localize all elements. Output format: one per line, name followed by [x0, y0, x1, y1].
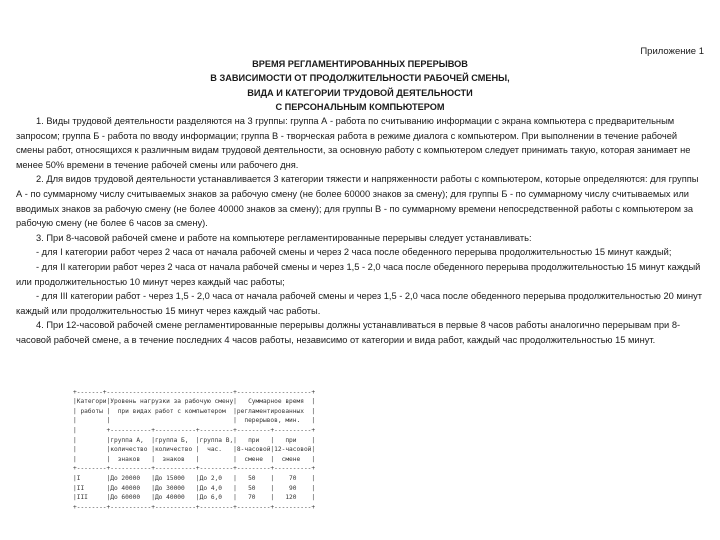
title-line: ВРЕМЯ РЕГЛАМЕНТИРОВАННЫХ ПЕРЕРЫВОВ: [252, 59, 468, 69]
title-line: ВИДА И КАТЕГОРИИ ТРУДОВОЙ ДЕЯТЕЛЬНОСТИ: [247, 87, 473, 98]
table-line: | |количество |количество | час. |8-часовой|12-часовой|: [73, 446, 316, 454]
title-line: С ПЕРСОНАЛЬНЫМ КОМПЬЮТЕРОМ: [275, 102, 445, 113]
paragraph-3: 3. При 8-часовой рабочей смене и работе на компьютере регламентированные перерывы следует устанавливать:: [36, 232, 532, 243]
table-line: | работы | при видах работ с компьютером |регламентированных |: [73, 407, 316, 415]
table-line: | | | перерывов, мин. |: [73, 417, 316, 425]
paragraph-2: 2. Для видов трудовой деятельности устанавливается 3 категории тяжести и напряженности работы с компьютером, которые определяются: для группы А - по суммарному числу считываемых знаков за рабочую смену (не более 60000 знаков за смену); для группы Б - по суммарному числу считываемых или вводимых знаков за рабочую смену (не более 40000 знаков за смену); для группы В - по суммарному времени непосредственной работы с компьютером за рабочую смену (не более 6 часов за смену).: [16, 174, 699, 229]
document-body: [16, 114, 706, 348]
table-line: | | знаков | знаков | | смене | смене |: [73, 455, 316, 463]
table-line: | |группа А, |группа Б, |группа В,| при | при |: [73, 436, 316, 444]
table-line: +--------+-----------+-----------+---------+---------+----------+: [73, 503, 316, 511]
breaks-table: [73, 378, 393, 532]
paragraph-1: 1. Виды трудовой деятельности разделяются на 3 группы: группа А - работа по считыванию информации с экрана компьютера с предварительным запросом; группа Б - работа по вводу информации; группа В - творческая работа в режиме диалога с компьютером. При выполнении в течение рабочей смены работ, относящихся к различным видам трудовой деятельности, за основную работу с компьютером следует принимать такую, которая занимает не менее 50% времени в течение рабочей смены или рабочего дня.: [16, 116, 691, 170]
table-row: |II |До 40000 |До 30000 |До 4,0 | 50 | 90 |: [73, 484, 316, 492]
table-row: |III |До 60000 |До 40000 |До 6,0 | 70 | 120 |: [73, 494, 316, 502]
table-line: +-------+----------------------------------+--------------------+: [73, 388, 316, 396]
table-line: +--------+-----------+-----------+---------+---------+----------+: [73, 465, 316, 473]
document-title: [0, 57, 720, 115]
table-row: |I |До 20000 |До 15000 |До 2,0 | 50 | 70 |: [73, 474, 316, 482]
paragraph-cat-3: - для III категории работ - через 1,5 - 2,0 часа от начала рабочей смены и через 1,5 - 2,0 часа после обеденного перерыва продолжительностью 20 минут каждый или продолжительностью 15 минут через каждый час работы.: [16, 291, 702, 316]
table-line: | +-----------+-----------+---------+---------+----------+: [73, 426, 316, 434]
table-line: |Категори|Уровень нагрузки за рабочую смену| Суммарное время |: [73, 398, 316, 406]
paragraph-cat-2: - для II категории работ через 2 часа от начала рабочей смены и через 1,5 - 2,0 часа после обеденного перерыва продолжительностью 15 минут каждый или продолжительностью 10 минут через каждый час работы;: [16, 261, 701, 287]
title-line: В ЗАВИСИМОСТИ ОТ ПРОДОЛЖИТЕЛЬНОСТИ РАБОЧЕЙ СМЕНЫ,: [210, 73, 510, 84]
paragraph-cat-1: - для I категории работ через 2 часа от начала рабочей смены и через 2 часа после обеденного перерыва продолжительностью 15 минут каждый;: [36, 247, 672, 258]
paragraph-4: 4. При 12-часовой рабочей смене регламентированные перерывы должны устанавливаться в первые 8 часов работы аналогично перерывам при 8-часовой рабочей смене, а в течение последних 4 часов работы, независимо от категории и вида работ, каждый час продолжительностью 15 минут.: [16, 320, 681, 345]
appendix-label: Приложение 1: [640, 46, 704, 57]
